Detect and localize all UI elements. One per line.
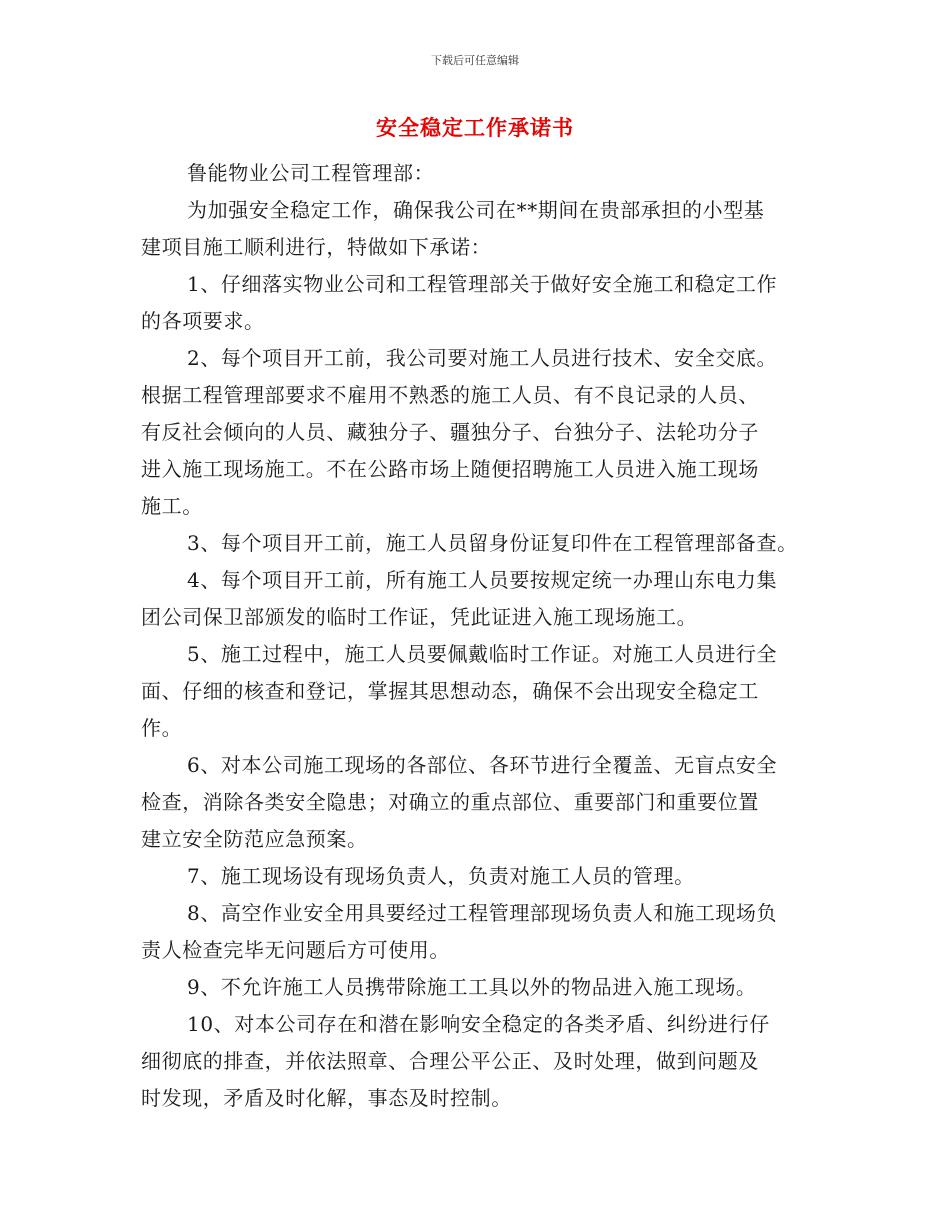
paragraph-item-3: 3、每个项目开工前，施工人员留身份证复印件在工程管理部备查。 bbox=[187, 531, 798, 555]
paragraph-item-4: 4、每个项目开工前，所有施工人员要按规定统一办理山东电力集 团公司保卫部颁发的临时工作证，凭此证进入施工现场施工。 bbox=[141, 568, 778, 629]
paragraph-item-6: 6、对本公司施工现场的各部位、各环节进行全覆盖、无盲点安全 检查，消除各类安全隐患；对确立的重点部位、重要部门和重要位置 建立安全防范应急预案。 bbox=[141, 753, 778, 851]
paragraph-item-2: 2、每个项目开工前，我公司要对施工人员进行技术、安全交底。 根据工程管理部要求不雇用不熟悉的施工人员、有不良记录的人员、 有反社会倾向的人员、藏独分子、疆独分子、台独分子、法轮功分子 进入施工现场施工。不在公路市场上随便招聘施工人员进入施工现场 施工。 bbox=[141, 346, 778, 518]
header-note: 下载后可任意编辑 bbox=[431, 54, 519, 67]
paragraph-item-5: 5、施工过程中，施工人员要佩戴临时工作证。对施工人员进行全 面、仔细的核查和登记，掌握其思想动态，确保不会出现安全稳定工 作。 bbox=[141, 642, 778, 740]
paragraph-item-1: 1、仔细落实物业公司和工程管理部关于做好安全施工和稳定工作 的各项要求。 bbox=[141, 272, 778, 333]
document-title: 安全稳定工作承诺书 bbox=[376, 116, 574, 140]
paragraph-item-7: 7、施工现场设有现场负责人，负责对施工人员的管理。 bbox=[187, 864, 695, 888]
paragraph-item-9: 9、不允许施工人员携带除施工工具以外的物品进入施工现场。 bbox=[187, 975, 757, 999]
paragraph-item-10: 10、对本公司存在和潜在影响安全稳定的各类矛盾、纠纷进行仔 细彻底的排查，并依法照章、合理公平公正、及时处理，做到问题及 时发现，矛盾及时化解，事态及时控制。 bbox=[141, 1012, 770, 1110]
paragraph-item-8: 8、高空作业安全用具要经过工程管理部现场负责人和施工现场负 责人检查完毕无问题后方可使用。 bbox=[141, 901, 778, 962]
paragraph-intro: 为加强安全稳定工作，确保我公司在**期间在贵部承担的小型基 建项目施工顺利进行，特做如下承诺： bbox=[141, 198, 765, 259]
salutation: 鲁能物业公司工程管理部： bbox=[187, 161, 435, 185]
document-body bbox=[141, 155, 831, 1117]
